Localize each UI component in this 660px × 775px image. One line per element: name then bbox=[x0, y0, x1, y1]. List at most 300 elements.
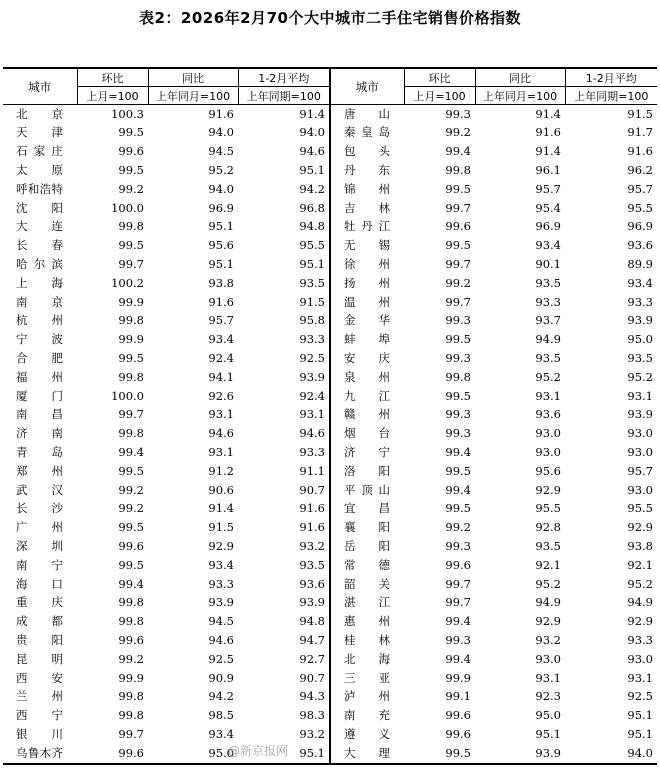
table-row bbox=[3, 707, 657, 726]
left-yoy-index-cell: 94.6 bbox=[208, 632, 234, 647]
right-city-cell: 常德 bbox=[330, 556, 404, 575]
right-city-cell: 南充 bbox=[330, 707, 404, 726]
left-avg-index-cell: 94.6 bbox=[299, 144, 325, 159]
left-yoy-index-cell: 93.1 bbox=[208, 407, 234, 422]
left-avg-index-cell: 94.6 bbox=[299, 426, 325, 441]
left-mom-index-cell: 99.9 bbox=[118, 294, 144, 309]
left-city-cell: 沈阳 bbox=[16, 200, 63, 215]
left-mom-index-cell: 99.8 bbox=[118, 614, 144, 629]
left-city-cell: 深圳 bbox=[16, 538, 63, 553]
left-mom-index-cell: 99.7 bbox=[118, 407, 144, 422]
header-yoy-right: 同比 bbox=[475, 68, 565, 87]
right-mom-index-cell: 99.3 bbox=[445, 106, 471, 121]
right-city-cell: 襄阳 bbox=[330, 519, 404, 538]
right-mom-index-cell: 99.8 bbox=[445, 369, 471, 384]
header-mom-base-right: 上月=100 bbox=[404, 87, 475, 105]
left-yoy-index-cell: 98.5 bbox=[208, 708, 234, 723]
left-city-cell: 海口 bbox=[16, 576, 63, 591]
left-avg-index-cell: 94.7 bbox=[299, 632, 325, 647]
right-city-cell: 牡丹江 bbox=[330, 218, 404, 237]
left-avg-index-cell: 91.4 bbox=[299, 106, 325, 121]
table-row bbox=[3, 199, 657, 218]
left-city-cell: 银川 bbox=[16, 726, 63, 741]
left-avg-index-cell: 98.3 bbox=[299, 708, 325, 723]
right-mom-index-cell: 99.4 bbox=[445, 144, 471, 159]
right-mom-index-cell: 99.7 bbox=[445, 576, 471, 591]
left-city-cell: 南宁 bbox=[16, 557, 63, 572]
left-mom-index-cell: 99.2 bbox=[118, 482, 144, 497]
left-mom-index-cell: 99.4 bbox=[118, 444, 144, 459]
table-row bbox=[3, 631, 657, 650]
right-avg-index-cell: 92.9 bbox=[627, 614, 653, 629]
header-city-right: 城市 bbox=[330, 68, 404, 105]
left-mom-index-cell: 99.5 bbox=[118, 520, 144, 535]
left-yoy-index-cell: 91.6 bbox=[208, 106, 234, 121]
right-city-cell: 平顶山 bbox=[330, 481, 404, 500]
header-avg-left: 1-2月平均 bbox=[238, 68, 330, 87]
right-yoy-index-cell: 92.9 bbox=[535, 614, 561, 629]
right-avg-index-cell: 91.6 bbox=[627, 144, 653, 159]
right-avg-index-cell: 93.1 bbox=[627, 388, 653, 403]
right-city-cell: 金华 bbox=[330, 312, 404, 331]
left-avg-index-cell: 91.6 bbox=[299, 501, 325, 516]
table-row bbox=[3, 462, 657, 481]
left-city-cell: 太原 bbox=[16, 163, 63, 178]
table-row bbox=[3, 650, 657, 669]
table-row bbox=[3, 575, 657, 594]
left-yoy-index-cell: 93.1 bbox=[208, 444, 234, 459]
left-mom-index-cell: 99.8 bbox=[118, 689, 144, 704]
left-avg-index-cell: 93.3 bbox=[299, 444, 325, 459]
right-mom-index-cell: 99.3 bbox=[445, 407, 471, 422]
right-city-cell: 徐州 bbox=[330, 255, 404, 274]
header-avg-base-right: 上年同期=100 bbox=[565, 87, 657, 105]
table-row bbox=[3, 443, 657, 462]
right-avg-index-cell: 95.0 bbox=[627, 332, 653, 347]
right-mom-index-cell: 99.6 bbox=[445, 708, 471, 723]
left-city-cell: 昆明 bbox=[16, 651, 63, 666]
right-mom-index-cell: 99.1 bbox=[445, 689, 471, 704]
right-mom-index-cell: 99.3 bbox=[445, 632, 471, 647]
left-avg-index-cell: 93.9 bbox=[299, 595, 325, 610]
left-yoy-index-cell: 93.9 bbox=[208, 595, 234, 610]
header-yoy-left: 同比 bbox=[148, 68, 238, 87]
right-yoy-index-cell: 93.0 bbox=[535, 651, 561, 666]
left-avg-index-cell: 95.1 bbox=[238, 744, 330, 764]
left-mom-index-cell: 99.5 bbox=[118, 163, 144, 178]
left-avg-index-cell: 93.6 bbox=[299, 576, 325, 591]
left-city-cell: 武汉 bbox=[16, 482, 63, 497]
table-row bbox=[3, 744, 657, 764]
right-yoy-index-cell: 95.2 bbox=[535, 369, 561, 384]
left-mom-index-cell: 99.8 bbox=[118, 426, 144, 441]
right-city-cell: 温州 bbox=[330, 293, 404, 312]
left-yoy-index-cell: 90.6 bbox=[208, 482, 234, 497]
table-row bbox=[3, 274, 657, 293]
right-avg-index-cell: 96.2 bbox=[627, 163, 653, 178]
watermark: @新京报网 bbox=[228, 744, 289, 758]
left-mom-index-cell: 99.5 bbox=[118, 557, 144, 572]
header-mom-right: 环比 bbox=[404, 68, 475, 87]
table-row bbox=[3, 387, 657, 406]
left-mom-index-cell: 99.6 bbox=[118, 632, 144, 647]
left-yoy-index-cell: 94.2 bbox=[208, 689, 234, 704]
left-yoy-index-cell: 94.5 bbox=[208, 144, 234, 159]
header-mom-left: 环比 bbox=[77, 68, 148, 87]
right-yoy-index-cell: 95.0 bbox=[535, 708, 561, 723]
right-city-cell: 丹东 bbox=[330, 161, 404, 180]
left-yoy-index-cell: 93.4 bbox=[208, 332, 234, 347]
right-yoy-index-cell: 93.4 bbox=[535, 238, 561, 253]
left-mom-index-cell: 99.6 bbox=[118, 538, 144, 553]
left-city-cell: 石家庄 bbox=[16, 144, 63, 159]
right-city-cell: 唐山 bbox=[330, 105, 404, 124]
right-avg-index-cell: 94.0 bbox=[565, 744, 657, 764]
left-city-cell: 西宁 bbox=[16, 708, 63, 723]
right-avg-index-cell: 93.1 bbox=[627, 670, 653, 685]
left-city-cell: 成都 bbox=[16, 614, 63, 629]
right-mom-index-cell: 99.3 bbox=[445, 538, 471, 553]
right-yoy-index-cell: 92.9 bbox=[535, 482, 561, 497]
header-city-left: 城市 bbox=[3, 68, 77, 105]
right-mom-index-cell: 99.9 bbox=[445, 670, 471, 685]
right-yoy-index-cell: 95.7 bbox=[535, 181, 561, 196]
right-avg-index-cell: 91.7 bbox=[627, 125, 653, 140]
left-mom-index-cell: 99.2 bbox=[118, 181, 144, 196]
table-row bbox=[3, 613, 657, 632]
left-yoy-index-cell: 92.9 bbox=[208, 538, 234, 553]
table-row bbox=[3, 537, 657, 556]
left-city-cell: 广州 bbox=[16, 520, 63, 535]
left-avg-index-cell: 95.1 bbox=[299, 163, 325, 178]
left-yoy-index-cell: 92.5 bbox=[208, 651, 234, 666]
left-mom-index-cell: 100.0 bbox=[111, 388, 144, 403]
right-city-cell: 泸州 bbox=[330, 688, 404, 707]
right-avg-index-cell: 93.8 bbox=[627, 538, 653, 553]
right-avg-index-cell: 89.9 bbox=[627, 257, 653, 272]
price-index-table bbox=[3, 67, 657, 765]
table-row bbox=[3, 500, 657, 519]
left-avg-index-cell: 94.8 bbox=[299, 219, 325, 234]
right-yoy-index-cell: 94.9 bbox=[535, 332, 561, 347]
right-avg-index-cell: 93.9 bbox=[627, 407, 653, 422]
right-yoy-index-cell: 93.0 bbox=[535, 426, 561, 441]
right-yoy-index-cell: 93.9 bbox=[475, 744, 565, 764]
right-yoy-index-cell: 93.7 bbox=[535, 313, 561, 328]
right-yoy-index-cell: 95.1 bbox=[535, 726, 561, 741]
right-mom-index-cell: 99.4 bbox=[445, 482, 471, 497]
right-yoy-index-cell: 91.4 bbox=[535, 106, 561, 121]
right-yoy-index-cell: 91.6 bbox=[535, 125, 561, 140]
right-avg-index-cell: 93.6 bbox=[627, 238, 653, 253]
right-mom-index-cell: 99.7 bbox=[445, 200, 471, 215]
right-city-cell: 烟台 bbox=[330, 425, 404, 444]
right-avg-index-cell: 95.2 bbox=[627, 576, 653, 591]
left-yoy-index-cell: 94.5 bbox=[208, 614, 234, 629]
right-avg-index-cell: 91.5 bbox=[627, 106, 653, 121]
left-mom-index-cell: 99.8 bbox=[118, 595, 144, 610]
header-avg-base-left: 上年同期=100 bbox=[238, 87, 330, 105]
left-yoy-index-cell: 92.6 bbox=[208, 388, 234, 403]
left-mom-index-cell: 99.4 bbox=[118, 576, 144, 591]
left-mom-index-cell: 99.5 bbox=[118, 351, 144, 365]
right-mom-index-cell: 99.8 bbox=[445, 163, 471, 178]
right-mom-index-cell: 99.4 bbox=[445, 444, 471, 459]
left-city-cell: 长春 bbox=[16, 238, 63, 253]
left-city-cell: 呼和浩特 bbox=[16, 181, 63, 196]
table-row bbox=[3, 669, 657, 688]
right-city-cell: 锦州 bbox=[330, 180, 404, 199]
right-city-cell: 宜昌 bbox=[330, 500, 404, 519]
left-yoy-index-cell: 95.6 bbox=[208, 238, 234, 253]
right-avg-index-cell: 93.0 bbox=[627, 426, 653, 441]
left-mom-index-cell: 100.3 bbox=[111, 106, 144, 121]
left-city-cell: 重庆 bbox=[16, 595, 63, 610]
table-row bbox=[3, 331, 657, 350]
right-mom-index-cell: 99.6 bbox=[445, 219, 471, 234]
right-avg-index-cell: 93.3 bbox=[627, 632, 653, 647]
left-yoy-index-cell: 93.8 bbox=[208, 275, 234, 290]
left-yoy-index-cell: 91.5 bbox=[208, 520, 234, 535]
left-city-cell: 济南 bbox=[16, 426, 63, 441]
table-row bbox=[3, 425, 657, 444]
table-row bbox=[3, 218, 657, 237]
left-yoy-index-cell: 95.0 bbox=[148, 744, 238, 764]
table-row bbox=[3, 105, 657, 124]
right-mom-index-cell: 99.5 bbox=[404, 744, 475, 764]
right-yoy-index-cell: 94.9 bbox=[535, 595, 561, 610]
left-yoy-index-cell: 92.4 bbox=[208, 351, 234, 365]
right-mom-index-cell: 99.5 bbox=[445, 501, 471, 516]
right-yoy-index-cell: 95.5 bbox=[535, 501, 561, 516]
left-city-cell: 合肥 bbox=[16, 351, 63, 365]
header-mom-base-left: 上月=100 bbox=[77, 87, 148, 105]
right-yoy-index-cell: 96.9 bbox=[535, 219, 561, 234]
left-mom-index-cell: 99.2 bbox=[118, 651, 144, 666]
left-yoy-index-cell: 96.9 bbox=[208, 200, 234, 215]
table-row bbox=[3, 124, 657, 143]
right-city-cell: 扬州 bbox=[330, 274, 404, 293]
right-city-cell: 遵义 bbox=[330, 725, 404, 744]
left-mom-index-cell: 99.5 bbox=[118, 463, 144, 478]
right-avg-index-cell: 92.1 bbox=[627, 557, 653, 572]
left-yoy-index-cell: 94.0 bbox=[208, 125, 234, 140]
left-avg-index-cell: 95.8 bbox=[299, 313, 325, 328]
right-avg-index-cell: 95.1 bbox=[627, 726, 653, 741]
right-mom-index-cell: 99.5 bbox=[445, 463, 471, 478]
left-city-cell: 乌鲁木齐 bbox=[3, 744, 77, 764]
left-mom-index-cell: 100.0 bbox=[111, 200, 144, 215]
left-avg-index-cell: 92.4 bbox=[299, 388, 325, 403]
right-mom-index-cell: 99.7 bbox=[445, 595, 471, 610]
right-yoy-index-cell: 90.1 bbox=[535, 257, 561, 272]
left-mom-index-cell: 99.6 bbox=[118, 144, 144, 159]
right-avg-index-cell: 96.9 bbox=[627, 219, 653, 234]
right-mom-index-cell: 99.4 bbox=[445, 614, 471, 629]
table-row bbox=[3, 312, 657, 331]
right-avg-index-cell: 93.0 bbox=[627, 482, 653, 497]
left-city-cell: 南京 bbox=[16, 294, 63, 309]
right-avg-index-cell: 92.9 bbox=[627, 520, 653, 535]
table-row bbox=[3, 368, 657, 387]
left-yoy-index-cell: 94.1 bbox=[208, 369, 234, 384]
left-city-cell: 北京 bbox=[16, 106, 63, 121]
table-row bbox=[3, 725, 657, 744]
left-city-cell: 上海 bbox=[16, 275, 63, 290]
right-mom-index-cell: 99.3 bbox=[445, 426, 471, 441]
right-avg-index-cell: 94.9 bbox=[627, 595, 653, 610]
right-avg-index-cell: 92.5 bbox=[627, 689, 653, 704]
left-avg-index-cell: 95.5 bbox=[299, 238, 325, 253]
left-avg-index-cell: 91.6 bbox=[299, 520, 325, 535]
left-yoy-index-cell: 95.1 bbox=[208, 219, 234, 234]
right-mom-index-cell: 99.6 bbox=[445, 557, 471, 572]
right-avg-index-cell: 95.7 bbox=[627, 181, 653, 196]
right-mom-index-cell: 99.3 bbox=[445, 351, 471, 365]
right-avg-index-cell: 95.7 bbox=[627, 463, 653, 478]
left-avg-index-cell: 93.1 bbox=[299, 407, 325, 422]
right-yoy-index-cell: 93.5 bbox=[535, 275, 561, 290]
right-avg-index-cell: 95.5 bbox=[627, 501, 653, 516]
left-city-cell: 长沙 bbox=[16, 501, 63, 516]
right-mom-index-cell: 99.7 bbox=[445, 294, 471, 309]
left-avg-index-cell: 91.1 bbox=[299, 463, 325, 478]
right-city-cell: 赣州 bbox=[330, 406, 404, 425]
right-yoy-index-cell: 91.4 bbox=[535, 144, 561, 159]
table-row bbox=[3, 688, 657, 707]
right-mom-index-cell: 99.2 bbox=[445, 520, 471, 535]
left-mom-index-cell: 99.7 bbox=[118, 257, 144, 272]
right-yoy-index-cell: 95.4 bbox=[535, 200, 561, 215]
left-avg-index-cell: 90.7 bbox=[299, 482, 325, 497]
table-row bbox=[3, 556, 657, 575]
right-yoy-index-cell: 93.0 bbox=[535, 444, 561, 459]
right-yoy-index-cell: 96.1 bbox=[535, 163, 561, 178]
left-yoy-index-cell: 93.3 bbox=[208, 576, 234, 591]
left-city-cell: 郑州 bbox=[16, 463, 63, 478]
left-city-cell: 南昌 bbox=[16, 407, 63, 422]
left-avg-index-cell: 91.5 bbox=[299, 294, 325, 309]
left-avg-index-cell: 93.5 bbox=[299, 557, 325, 572]
left-yoy-index-cell: 94.0 bbox=[208, 181, 234, 196]
left-avg-index-cell: 95.1 bbox=[299, 257, 325, 272]
right-yoy-index-cell: 93.5 bbox=[535, 538, 561, 553]
right-avg-index-cell: 93.4 bbox=[627, 275, 653, 290]
left-yoy-index-cell: 91.4 bbox=[208, 501, 234, 516]
right-city-cell: 惠州 bbox=[330, 613, 404, 632]
left-mom-index-cell: 99.5 bbox=[118, 238, 144, 253]
left-mom-index-cell: 99.2 bbox=[118, 501, 144, 516]
table-row bbox=[3, 180, 657, 199]
left-mom-index-cell: 99.8 bbox=[118, 369, 144, 384]
left-mom-index-cell: 99.8 bbox=[118, 313, 144, 328]
right-mom-index-cell: 99.4 bbox=[445, 651, 471, 666]
left-mom-index-cell: 99.9 bbox=[118, 670, 144, 685]
left-yoy-index-cell: 93.4 bbox=[208, 726, 234, 741]
left-avg-index-cell: 93.2 bbox=[299, 538, 325, 553]
left-avg-index-cell: 94.3 bbox=[299, 689, 325, 704]
right-city-cell: 湛江 bbox=[330, 594, 404, 613]
left-yoy-index-cell: 91.2 bbox=[208, 463, 234, 478]
table-row bbox=[3, 594, 657, 613]
left-city-cell: 宁波 bbox=[16, 332, 63, 347]
right-avg-index-cell: 93.9 bbox=[627, 313, 653, 328]
right-city-cell: 北海 bbox=[330, 650, 404, 669]
right-city-cell: 岳阳 bbox=[330, 537, 404, 556]
right-city-cell: 包头 bbox=[330, 143, 404, 162]
right-avg-index-cell: 95.5 bbox=[627, 200, 653, 215]
right-mom-index-cell: 99.5 bbox=[445, 238, 471, 253]
left-mom-index-cell: 100.2 bbox=[111, 275, 144, 290]
left-city-cell: 天津 bbox=[16, 125, 63, 140]
table-row bbox=[3, 519, 657, 538]
left-city-cell: 福州 bbox=[16, 369, 63, 384]
left-avg-index-cell: 96.8 bbox=[299, 200, 325, 215]
right-city-cell: 泉州 bbox=[330, 368, 404, 387]
right-city-cell: 韶关 bbox=[330, 575, 404, 594]
right-avg-index-cell: 93.3 bbox=[627, 294, 653, 309]
left-city-cell: 兰州 bbox=[16, 689, 63, 704]
right-avg-index-cell: 93.0 bbox=[627, 651, 653, 666]
table-row bbox=[3, 481, 657, 500]
left-avg-index-cell: 93.9 bbox=[299, 369, 325, 384]
right-city-cell: 洛阳 bbox=[330, 462, 404, 481]
left-avg-index-cell: 92.7 bbox=[299, 651, 325, 666]
table-row bbox=[3, 143, 657, 162]
left-avg-index-cell: 94.2 bbox=[299, 181, 325, 196]
left-yoy-index-cell: 91.6 bbox=[208, 294, 234, 309]
left-yoy-index-cell: 95.7 bbox=[208, 313, 234, 328]
left-avg-index-cell: 93.3 bbox=[299, 332, 325, 347]
right-yoy-index-cell: 93.6 bbox=[535, 407, 561, 422]
table-row bbox=[3, 406, 657, 425]
left-mom-index-cell: 99.8 bbox=[118, 708, 144, 723]
table-body bbox=[3, 105, 657, 764]
left-yoy-index-cell: 95.2 bbox=[208, 163, 234, 178]
left-city-cell: 厦门 bbox=[16, 388, 63, 403]
right-city-cell: 蚌埠 bbox=[330, 331, 404, 350]
right-city-cell: 吉林 bbox=[330, 199, 404, 218]
right-yoy-index-cell: 93.1 bbox=[535, 670, 561, 685]
right-yoy-index-cell: 92.3 bbox=[535, 689, 561, 704]
left-city-cell: 贵阳 bbox=[16, 632, 63, 647]
right-avg-index-cell: 95.2 bbox=[627, 369, 653, 384]
right-mom-index-cell: 99.5 bbox=[445, 388, 471, 403]
right-city-cell: 九江 bbox=[330, 387, 404, 406]
left-avg-index-cell: 94.8 bbox=[299, 614, 325, 629]
right-mom-index-cell: 99.5 bbox=[445, 332, 471, 347]
header-yoy-base-right: 上年同月=100 bbox=[475, 87, 565, 105]
left-mom-index-cell: 99.9 bbox=[118, 332, 144, 347]
table-row bbox=[3, 293, 657, 312]
left-mom-index-cell: 99.6 bbox=[77, 744, 148, 764]
left-avg-index-cell: 93.5 bbox=[299, 275, 325, 290]
right-avg-index-cell: 93.0 bbox=[627, 444, 653, 459]
left-city-cell: 西安 bbox=[16, 670, 63, 685]
right-avg-index-cell: 93.5 bbox=[627, 351, 653, 365]
right-city-cell: 秦皇岛 bbox=[330, 124, 404, 143]
right-mom-index-cell: 99.3 bbox=[445, 313, 471, 328]
right-city-cell: 三亚 bbox=[330, 669, 404, 688]
left-city-cell: 杭州 bbox=[16, 313, 63, 328]
left-yoy-index-cell: 95.1 bbox=[208, 257, 234, 272]
right-mom-index-cell: 99.5 bbox=[445, 181, 471, 196]
right-yoy-index-cell: 95.2 bbox=[535, 576, 561, 591]
left-yoy-index-cell: 90.9 bbox=[208, 670, 234, 685]
right-yoy-index-cell: 92.8 bbox=[535, 520, 561, 535]
right-yoy-index-cell: 93.2 bbox=[535, 632, 561, 647]
right-mom-index-cell: 99.2 bbox=[445, 275, 471, 290]
